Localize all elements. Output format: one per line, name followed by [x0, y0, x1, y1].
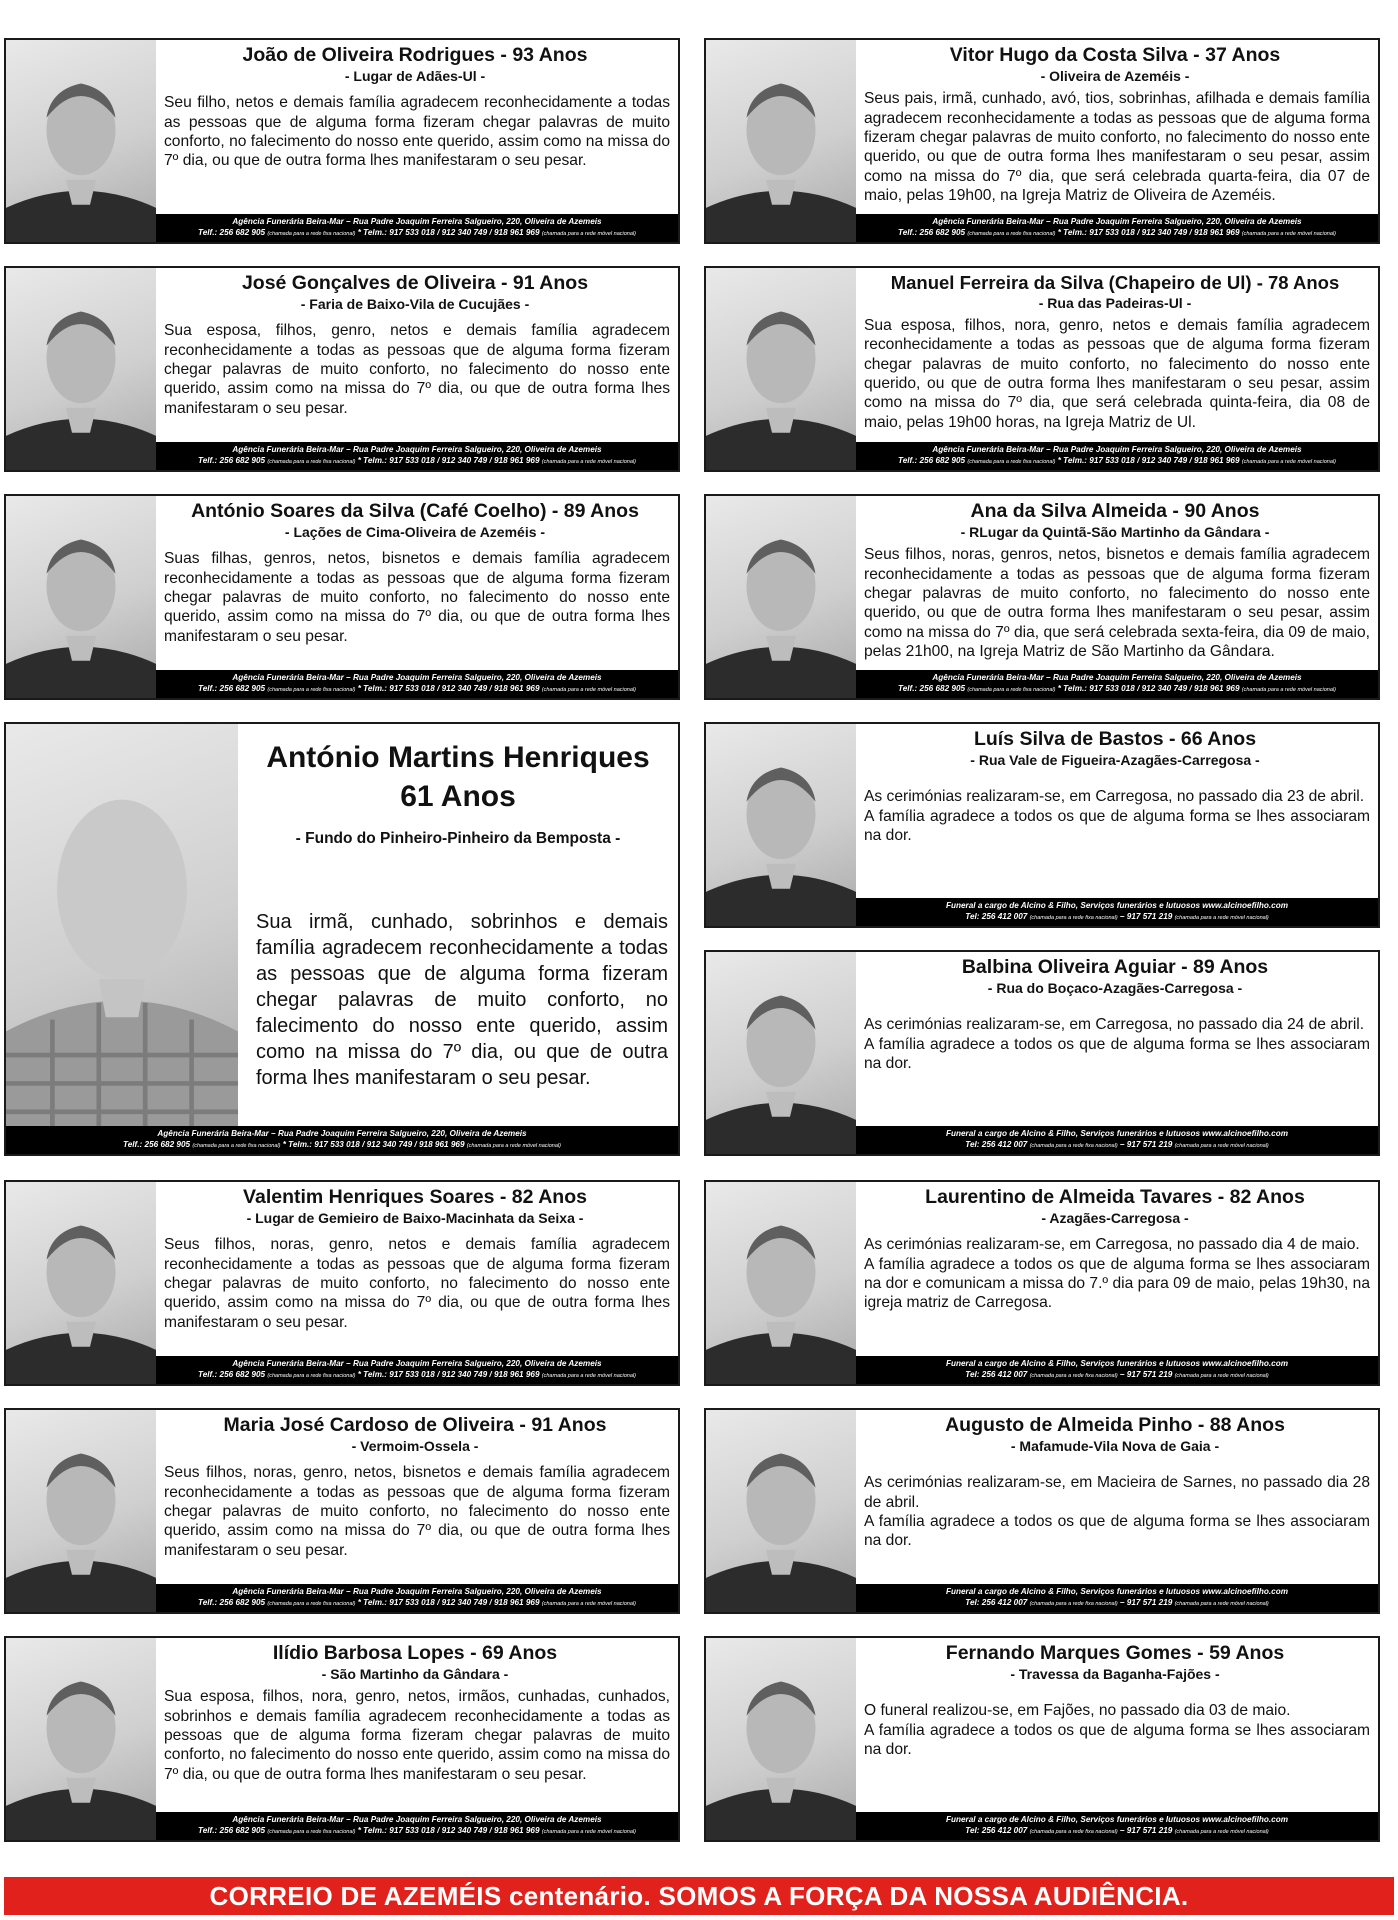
agency-note-fixed: (chamada para a rede fixa nacional) [267, 459, 356, 465]
thanks-text: A família agradece a todos os que de alguma forma se lhes associaram na dor. [864, 807, 1370, 844]
agency-note-fixed: (chamada para a rede fixa nacional) [267, 1829, 356, 1835]
obituary-text: Sua esposa, filhos, nora, genro, netos, irmãos, cunhadas, cunhados, sobrinhos e demais família agradecem reconhecidamente a todas as pessoas que de alguma forma fizeram chegar palavras de muito conforto, no falecimento do nosso ente querido, assim como na missa do 7º dia, ou que de outra forma lhes manifestaram o seu pesar. [164, 1688, 670, 1783]
agency-footer [856, 1812, 1378, 1840]
deceased-place: - Oliveira de Azeméis - [1040, 68, 1190, 85]
agency-phone: Telf.: 256 682 905 [198, 1598, 266, 1607]
deceased-name: José Gonçalves de Oliveira - 91 Anos [241, 272, 589, 294]
portrait-photo [6, 724, 238, 1126]
agency-footer [156, 670, 678, 698]
agency-footer [856, 442, 1378, 470]
agency-footer [156, 214, 678, 242]
obituary-card [4, 266, 680, 472]
agency-mobile: – 917 571 219 [1119, 1826, 1173, 1835]
agency-phone: Telf.: 256 682 905 [898, 456, 966, 465]
obituary-card [704, 1180, 1380, 1386]
agency-note-mobile: (chamada para a rede móvel nacional) [1174, 915, 1269, 921]
agency-note-fixed: (chamada para a rede fixa nacional) [192, 1143, 281, 1149]
agency-address: Agência Funerária Beira-Mar – Rua Padre Joaquim Ferreira Salgueiro, 220, Oliveira de Azemeis [157, 1129, 527, 1138]
agency-mobile: – 917 571 219 [1119, 1370, 1173, 1379]
portrait-photo [706, 268, 856, 470]
agency-footer [856, 1584, 1378, 1612]
deceased-name: Laurentino de Almeida Tavares - 82 Anos [925, 1186, 1305, 1208]
agency-phone: Telf.: 256 682 905 [898, 684, 966, 693]
agency-footer [156, 1356, 678, 1384]
obituary-text: Seus filhos, noras, genro, netos e demais família agradecem reconhecidamente a todas as pessoas que de alguma forma fizeram chegar palavras de muito conforto, no falecimento do nosso ente querido, assim como na missa do 7º dia, ou que de outra forma lhes manifestaram o seu pesar. [164, 1236, 670, 1331]
obituary-card [704, 1636, 1380, 1842]
agency-mobile: – 917 571 219 [1119, 912, 1173, 921]
agency-note-mobile: (chamada para a rede móvel nacional) [541, 1373, 636, 1379]
obituary-card [4, 1408, 680, 1614]
thanks-text: A família agradece a todos os que de alguma forma se lhes associaram na dor. [864, 1512, 1370, 1550]
agency-phone: Telf.: 256 682 905 [198, 456, 266, 465]
ceremony-text: As cerimónias realizaram-se, em Carregosa, no passado dia 23 de abril. [864, 788, 1365, 806]
agency-phone: Tel: 256 412 007 [965, 1370, 1028, 1379]
ceremony-text: O funeral realizou-se, em Fajões, no passado dia 03 de maio. [864, 1702, 1291, 1720]
deceased-place: - Lugar de Adães-Ul - [344, 68, 486, 85]
obituary-text: Sua esposa, filhos, nora, genro, netos e demais família agradecem reconhecidamente a todas as pessoas que de alguma forma fizeram chegar palavras de muito conforto, no falecimento do nosso ente querido, ou que de outra forma lhes manifestaram o seu pesar, assim como na missa do 7º dia, que será celebrada quinta-feira, dia 08 de maio, pelas 19h00 horas, na Igreja Matriz de Ul. [864, 317, 1370, 431]
deceased-name: Ana da Silva Almeida - 90 Anos [970, 500, 1260, 522]
agency-address: Agência Funerária Beira-Mar – Rua Padre Joaquim Ferreira Salgueiro, 220, Oliveira de Azemeis [232, 673, 602, 682]
thanks-text: A família agradece a todos os que de alguma forma se lhes associaram na dor e comunicam a missa do 7.º dia para 09 de maio, pelas 19h30, na igreja matriz de Carregosa. [864, 1255, 1370, 1312]
obituary-card [704, 722, 1380, 928]
deceased-place: - Rua das Padeiras-Ul - [1038, 295, 1192, 312]
agency-footer [856, 1356, 1378, 1384]
agency-note-mobile: (chamada para a rede móvel nacional) [1241, 687, 1336, 693]
agency-phone: Tel: 256 412 007 [965, 1826, 1028, 1835]
ceremony-text: As cerimónias realizaram-se, em Macieira de Sarnes, no passado dia 28 de abril. [864, 1474, 1370, 1511]
agency-note-fixed: (chamada para a rede fixa nacional) [267, 231, 356, 237]
deceased-place: - RLugar da Quintã-São Martinho da Gândara - [960, 524, 1270, 541]
agency-address: Funeral a cargo de Alcino & Filho, Serviços funerários e lutuosos www.alcinoefilho.com [946, 901, 1288, 910]
deceased-name: João de Oliveira Rodrigues - 93 Anos [242, 44, 588, 66]
obituary-card [704, 266, 1380, 472]
obituary-card [4, 1180, 680, 1386]
agency-address: Agência Funerária Beira-Mar – Rua Padre Joaquim Ferreira Salgueiro, 220, Oliveira de Azemeis [232, 217, 602, 226]
obituary-text [864, 1015, 1370, 1073]
portrait-photo [706, 952, 856, 1154]
agency-footer [856, 898, 1378, 926]
agency-address: Funeral a cargo de Alcino & Filho, Serviços funerários e lutuosos www.alcinoefilho.com [946, 1587, 1288, 1596]
agency-note-mobile: (chamada para a rede móvel nacional) [1174, 1829, 1269, 1835]
agency-note-fixed: (chamada para a rede fixa nacional) [1029, 1143, 1118, 1149]
portrait-photo [706, 724, 856, 926]
agency-note-fixed: (chamada para a rede fixa nacional) [967, 459, 1056, 465]
deceased-place: - Lações de Cima-Oliveira de Azeméis - [284, 524, 546, 541]
obituary-card [704, 1408, 1380, 1614]
agency-note-mobile: (chamada para a rede móvel nacional) [541, 687, 636, 693]
deceased-name: Manuel Ferreira da Silva (Chapeiro de Ul) - 78 Anos [890, 272, 1340, 293]
agency-mobile: * Telm.: 917 533 018 / 912 340 749 / 918 961 969 [357, 456, 540, 465]
obituary-text [864, 1235, 1370, 1312]
obituary-card [4, 38, 680, 244]
agency-footer [856, 214, 1378, 242]
ceremony-text: As cerimónias realizaram-se, em Carregosa, no passado dia 4 de maio. [864, 1236, 1360, 1254]
agency-note-fixed: (chamada para a rede fixa nacional) [267, 1373, 356, 1379]
agency-mobile: * Telm.: 917 533 018 / 912 340 749 / 918 961 969 [1057, 228, 1240, 237]
deceased-name: Balbina Oliveira Aguiar - 89 Anos [961, 956, 1269, 978]
agency-mobile: * Telm.: 917 533 018 / 912 340 749 / 918 961 969 [357, 1598, 540, 1607]
deceased-place: - Travessa da Baganha-Fajões - [1010, 1666, 1220, 1683]
deceased-place: - Rua do Boçaco-Azagães-Carregosa - [987, 980, 1243, 997]
deceased-place: - Fundo do Pinheiro-Pinheiro da Bemposta - [295, 830, 621, 847]
agency-address: Agência Funerária Beira-Mar – Rua Padre Joaquim Ferreira Salgueiro, 220, Oliveira de Azemeis [932, 673, 1302, 682]
agency-address: Agência Funerária Beira-Mar – Rua Padre Joaquim Ferreira Salgueiro, 220, Oliveira de Azemeis [932, 445, 1302, 454]
newspaper-banner: CORREIO DE AZEMÉIS centenário. SOMOS A FORÇA DA NOSSA AUDIÊNCIA. [4, 1877, 1394, 1915]
agency-footer [856, 670, 1378, 698]
obituary-card [4, 1636, 680, 1842]
portrait-photo [706, 1410, 856, 1612]
obituary-text: Seu filho, netos e demais família agradecem reconhecidamente a todas as pessoas que de alguma forma fizeram chegar palavras de muito conforto, no falecimento do nosso ente querido, assim como na missa do 7º dia, ou que de outra forma lhes manifestaram o seu pesar. [164, 94, 670, 170]
obituary-text: Seus filhos, noras, genros, netos, bisnetos e demais família agradecem reconhecidamente a todas as pessoas que de alguma forma fizeram chegar palavras de muito conforto, no falecimento do nosso ente querido, ou que de outra forma lhes manifestaram o seu pesar, assim como na missa do 7º dia, que será celebrada sexta-feira, dia 09 de maio, pelas 21h00, na Igreja Matriz de São Martinho da Gândara. [864, 546, 1370, 660]
agency-phone: Telf.: 256 682 905 [198, 684, 266, 693]
featured-obituary-card [4, 722, 680, 1156]
obituary-text: Sua irmã, cunhado, sobrinhos e demais família agradecem reconhecidamente a todas as pessoas que de alguma forma fizeram chegar palavras de muito conforto, no falecimento do nosso ente querido, assim como na missa do 7º dia, ou que de outra forma lhes manifestaram o seu pesar. [256, 910, 668, 1089]
obituary-card [704, 38, 1380, 244]
deceased-place: - Lugar de Gemieiro de Baixo-Macinhata da Seixa - [246, 1210, 584, 1227]
ceremony-text: As cerimónias realizaram-se, em Carregosa, no passado dia 24 de abril. [864, 1016, 1365, 1034]
agency-note-fixed: (chamada para a rede fixa nacional) [267, 687, 356, 693]
agency-address: Agência Funerária Beira-Mar – Rua Padre Joaquim Ferreira Salgueiro, 220, Oliveira de Azemeis [232, 1815, 602, 1824]
agency-mobile: * Telm.: 917 533 018 / 912 340 749 / 918 961 969 [282, 1140, 465, 1149]
agency-mobile: * Telm.: 917 533 018 / 912 340 749 / 918 961 969 [357, 684, 540, 693]
obituary-text: Seus filhos, noras, genro, netos, bisnetos e demais família agradecem reconhecidamente a todas as pessoas que de alguma forma fizeram chegar palavras de muito conforto, no falecimento do nosso ente querido, assim como na missa do 7º dia, ou que de outra forma lhes manifestaram o seu pesar. [164, 1464, 670, 1559]
agency-mobile: * Telm.: 917 533 018 / 912 340 749 / 918 961 969 [357, 1370, 540, 1379]
agency-note-fixed: (chamada para a rede fixa nacional) [267, 1601, 356, 1607]
agency-mobile: * Telm.: 917 533 018 / 912 340 749 / 918 961 969 [1057, 456, 1240, 465]
agency-note-fixed: (chamada para a rede fixa nacional) [1029, 1373, 1118, 1379]
agency-note-mobile: (chamada para a rede móvel nacional) [541, 231, 636, 237]
portrait-photo [6, 1182, 156, 1384]
obituary-text [864, 787, 1370, 845]
agency-note-fixed: (chamada para a rede fixa nacional) [1029, 1829, 1118, 1835]
portrait-photo [706, 40, 856, 242]
agency-note-mobile: (chamada para a rede móvel nacional) [466, 1143, 561, 1149]
deceased-place: - São Martinho da Gândara - [321, 1666, 509, 1683]
agency-note-mobile: (chamada para a rede móvel nacional) [1174, 1373, 1269, 1379]
agency-footer [156, 442, 678, 470]
portrait-photo [6, 40, 156, 242]
agency-address: Agência Funerária Beira-Mar – Rua Padre Joaquim Ferreira Salgueiro, 220, Oliveira de Azemeis [232, 1359, 602, 1368]
agency-phone: Tel: 256 412 007 [965, 1598, 1028, 1607]
agency-footer [6, 1126, 678, 1154]
obituary-card [4, 494, 680, 700]
agency-phone: Tel: 256 412 007 [965, 1140, 1028, 1149]
obituary-card [704, 950, 1380, 1156]
portrait-photo [706, 1638, 856, 1840]
portrait-photo [706, 1182, 856, 1384]
agency-address: Agência Funerária Beira-Mar – Rua Padre Joaquim Ferreira Salgueiro, 220, Oliveira de Azemeis [232, 445, 602, 454]
agency-note-mobile: (chamada para a rede móvel nacional) [1174, 1143, 1269, 1149]
agency-footer [156, 1812, 678, 1840]
deceased-name: Fernando Marques Gomes - 59 Anos [945, 1642, 1285, 1664]
deceased-name: António Soares da Silva (Café Coelho) - 89 Anos [191, 500, 639, 522]
deceased-name: Ilídio Barbosa Lopes - 69 Anos [272, 1642, 558, 1664]
deceased-place: - Mafamude-Vila Nova de Gaia - [1010, 1438, 1220, 1455]
agency-footer [156, 1584, 678, 1612]
portrait-photo [6, 268, 156, 470]
agency-note-mobile: (chamada para a rede móvel nacional) [541, 1829, 636, 1835]
deceased-place: - Vermoim-Ossela - [351, 1438, 479, 1455]
obituary-text [864, 1473, 1370, 1550]
thanks-text: A família agradece a todos os que de alguma forma se lhes associaram na dor. [864, 1721, 1370, 1758]
agency-note-mobile: (chamada para a rede móvel nacional) [1241, 459, 1336, 465]
thanks-text: A família agradece a todos os que de alguma forma se lhes associaram na dor. [864, 1035, 1370, 1072]
agency-mobile: * Telm.: 917 533 018 / 912 340 749 / 918 961 969 [357, 1826, 540, 1835]
deceased-place: - Rua Vale de Figueira-Azagães-Carregosa - [970, 752, 1260, 769]
deceased-place: - Azagães-Carregosa - [1041, 1210, 1189, 1227]
deceased-name: Augusto de Almeida Pinho - 88 Anos [945, 1414, 1285, 1436]
agency-note-fixed: (chamada para a rede fixa nacional) [967, 231, 1056, 237]
portrait-photo [6, 1410, 156, 1612]
obituary-text: Suas filhas, genros, netos, bisnetos e demais família agradecem reconhecidamente a todas as pessoas que de alguma forma fizeram chegar palavras de muito conforto, no falecimento do nosso ente querido, assim como na missa do 7º dia, ou que de outra forma lhes manifestaram o seu pesar. [164, 550, 670, 645]
agency-phone: Telf.: 256 682 905 [198, 1370, 266, 1379]
agency-note-mobile: (chamada para a rede móvel nacional) [541, 459, 636, 465]
deceased-name: Valentim Henriques Soares - 82 Anos [243, 1186, 587, 1208]
obituary-text: Sua esposa, filhos, genro, netos e demais família agradecem reconhecidamente a todas as pessoas que de alguma forma fizeram chegar palavras de muito conforto, no falecimento do nosso ente querido, assim como na missa do 7º dia, ou que de outra forma lhes manifestaram o seu pesar. [164, 322, 670, 417]
obituary-text: Seus pais, irmã, cunhado, avó, tios, sobrinhas, afilhada e demais família agradecem reconhecidamente a todas as pessoas que de alguma forma fizeram chegar palavras de muito conforto, no falecimento do nosso ente querido, ou que de outra forma lhes manifestaram o seu pesar, assim como na missa do 7º dia, que será celebrada quarta-feira, dia 07 de maio, pelas 19h00, na Igreja Matriz de Oliveira de Azeméis. [864, 90, 1370, 204]
agency-note-mobile: (chamada para a rede móvel nacional) [541, 1601, 636, 1607]
agency-phone: Tel: 256 412 007 [965, 912, 1028, 921]
agency-note-fixed: (chamada para a rede fixa nacional) [1029, 915, 1118, 921]
agency-address: Agência Funerária Beira-Mar – Rua Padre Joaquim Ferreira Salgueiro, 220, Oliveira de Azemeis [232, 1587, 602, 1596]
deceased-name: Luís Silva de Bastos - 66 Anos [973, 728, 1257, 750]
agency-phone: Telf.: 256 682 905 [123, 1140, 191, 1149]
obituary-card [704, 494, 1380, 700]
agency-phone: Telf.: 256 682 905 [898, 228, 966, 237]
obituary-text [864, 1701, 1370, 1759]
portrait-photo [6, 496, 156, 698]
agency-address: Agência Funerária Beira-Mar – Rua Padre Joaquim Ferreira Salgueiro, 220, Oliveira de Azemeis [932, 217, 1302, 226]
agency-mobile: * Telm.: 917 533 018 / 912 340 749 / 918 961 969 [357, 228, 540, 237]
deceased-name: Maria José Cardoso de Oliveira - 91 Anos [223, 1414, 607, 1436]
agency-footer [856, 1126, 1378, 1154]
portrait-photo [706, 496, 856, 698]
agency-phone: Telf.: 256 682 905 [198, 1826, 266, 1835]
agency-note-mobile: (chamada para a rede móvel nacional) [1174, 1601, 1269, 1607]
agency-address: Funeral a cargo de Alcino & Filho, Serviços funerários e lutuosos www.alcinoefilho.com [946, 1359, 1288, 1368]
deceased-name [238, 738, 678, 816]
portrait-photo [6, 1638, 156, 1840]
agency-address: Funeral a cargo de Alcino & Filho, Serviços funerários e lutuosos www.alcinoefilho.com [946, 1129, 1288, 1138]
agency-mobile: – 917 571 219 [1119, 1598, 1173, 1607]
agency-note-mobile: (chamada para a rede móvel nacional) [1241, 231, 1336, 237]
deceased-name-line1: António Martins Henriques [266, 741, 650, 774]
agency-address: Funeral a cargo de Alcino & Filho, Serviços funerários e lutuosos www.alcinoefilho.com [946, 1815, 1288, 1824]
deceased-place: - Faria de Baixo-Vila de Cucujães - [300, 296, 530, 313]
deceased-age: 61 Anos [400, 780, 516, 813]
agency-note-fixed: (chamada para a rede fixa nacional) [967, 687, 1056, 693]
agency-mobile: * Telm.: 917 533 018 / 912 340 749 / 918 961 969 [1057, 684, 1240, 693]
agency-note-fixed: (chamada para a rede fixa nacional) [1029, 1601, 1118, 1607]
agency-mobile: – 917 571 219 [1119, 1140, 1173, 1149]
deceased-name: Vitor Hugo da Costa Silva - 37 Anos [949, 44, 1281, 66]
agency-phone: Telf.: 256 682 905 [198, 228, 266, 237]
